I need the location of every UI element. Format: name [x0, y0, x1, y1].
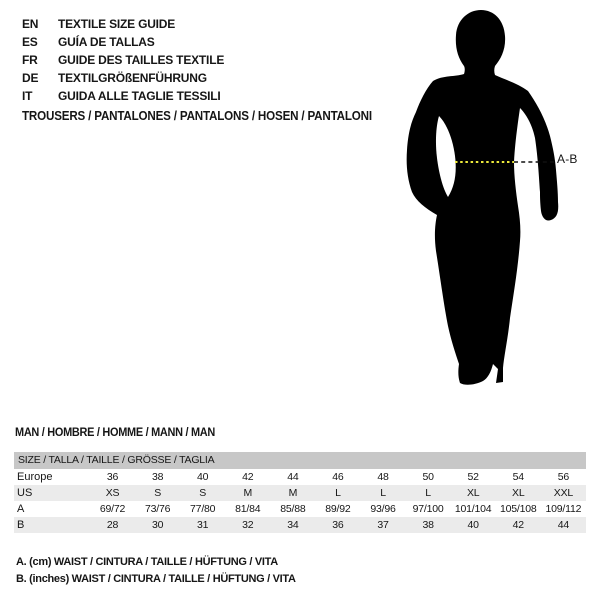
note-line: B. (inches) WAIST / CINTURA / TAILLE / HÜFTUNG / VITA: [16, 573, 296, 585]
size-cell: 37: [377, 519, 389, 531]
size-cell: S: [154, 487, 162, 499]
size-cell: 28: [106, 519, 119, 531]
size-cell: 52: [467, 471, 479, 483]
language-label: GUÍA DE TALLAS: [58, 35, 155, 49]
size-cell: 105/108: [499, 503, 537, 515]
size-cell: 46: [332, 471, 344, 483]
language-list: [22, 15, 224, 105]
size-cell: 93/96: [370, 503, 396, 515]
language-label: GUIDE DES TAILLES TEXTILE: [58, 53, 225, 67]
size-cell: 40: [467, 519, 479, 531]
gender-heading: MAN / HOMBRE / HOMME / MANN / MAN: [15, 427, 215, 439]
size-cell: 40: [197, 471, 209, 483]
silhouette-body-path: [407, 10, 559, 385]
size-cell: XL: [466, 487, 480, 499]
size-cell: 30: [151, 519, 164, 531]
language-row: [22, 51, 224, 69]
note-line: A. (cm) WAIST / CINTURA / TAILLE / HÜFTUNG / VITA: [16, 556, 278, 568]
language-code: FR: [22, 53, 38, 67]
size-cell: 31: [197, 519, 209, 531]
table-row: [14, 501, 586, 517]
size-cell: 36: [106, 471, 119, 483]
language-code: EN: [22, 17, 39, 31]
table-row: [14, 485, 586, 501]
size-cell: XXL: [553, 487, 574, 499]
size-cell: 54: [512, 471, 524, 483]
size-cell: 42: [512, 519, 524, 531]
language-label: GUIDA ALLE TAGLIE TESSILI: [58, 89, 221, 103]
size-table-header: SIZE / TALLA / TAILLE / GRÖSSE / TAGLIA: [14, 452, 586, 469]
table-row: [14, 469, 586, 485]
size-cell: L: [380, 487, 386, 499]
size-cell: 38: [151, 471, 164, 483]
size-cell: 42: [242, 471, 254, 483]
language-row: [22, 15, 224, 33]
size-cell: 44: [557, 519, 570, 531]
notes: [16, 554, 296, 588]
size-cell: 50: [422, 471, 434, 483]
size-table: [14, 452, 586, 533]
language-code: ES: [22, 35, 38, 49]
language-label: TEXTILE SIZE GUIDE: [58, 17, 176, 31]
language-row: [22, 69, 224, 87]
size-cell: 73/76: [144, 503, 171, 515]
size-cell: M: [288, 487, 298, 499]
man-silhouette: [403, 6, 585, 396]
size-cell: L: [335, 487, 341, 499]
size-cell: 109/112: [545, 503, 582, 515]
size-cell: 34: [287, 519, 299, 531]
silhouette-figure: [403, 6, 585, 396]
size-cell: M: [243, 487, 253, 499]
table-row: [14, 517, 586, 533]
garment-heading: TROUSERS / PANTALONES / PANTALONS / HOSEN / PANTALONI: [22, 109, 372, 123]
size-cell: 81/84: [235, 503, 261, 515]
language-code: DE: [22, 71, 39, 85]
size-cell: 38: [422, 519, 434, 531]
row-label: B: [17, 519, 25, 531]
row-label: US: [17, 487, 33, 499]
size-cell: 56: [557, 471, 570, 483]
measure-label-ab: A-B: [557, 152, 578, 166]
size-cell: 101/104: [454, 503, 492, 515]
size-cell: XS: [105, 487, 120, 499]
size-table-header-row: [14, 452, 586, 469]
size-cell: 36: [332, 519, 344, 531]
size-table-body: [14, 469, 586, 533]
size-cell: 44: [287, 471, 299, 483]
size-cell: 89/92: [325, 503, 351, 515]
size-cell: L: [425, 487, 431, 499]
size-cell: 48: [377, 471, 389, 483]
size-cell: S: [199, 487, 207, 499]
language-row: [22, 33, 224, 51]
language-code: IT: [22, 89, 33, 103]
row-label: Europe: [17, 471, 53, 483]
row-label: A: [17, 503, 25, 515]
size-cell: 97/100: [412, 503, 444, 515]
size-cell: 32: [242, 519, 254, 531]
size-cell: 85/88: [280, 503, 306, 515]
language-label: TEXTILGRÖßENFÜHRUNG: [58, 71, 207, 85]
size-cell: 77/80: [190, 503, 216, 515]
size-cell: XL: [512, 487, 525, 499]
language-row: [22, 87, 224, 105]
size-cell: 69/72: [99, 503, 126, 515]
